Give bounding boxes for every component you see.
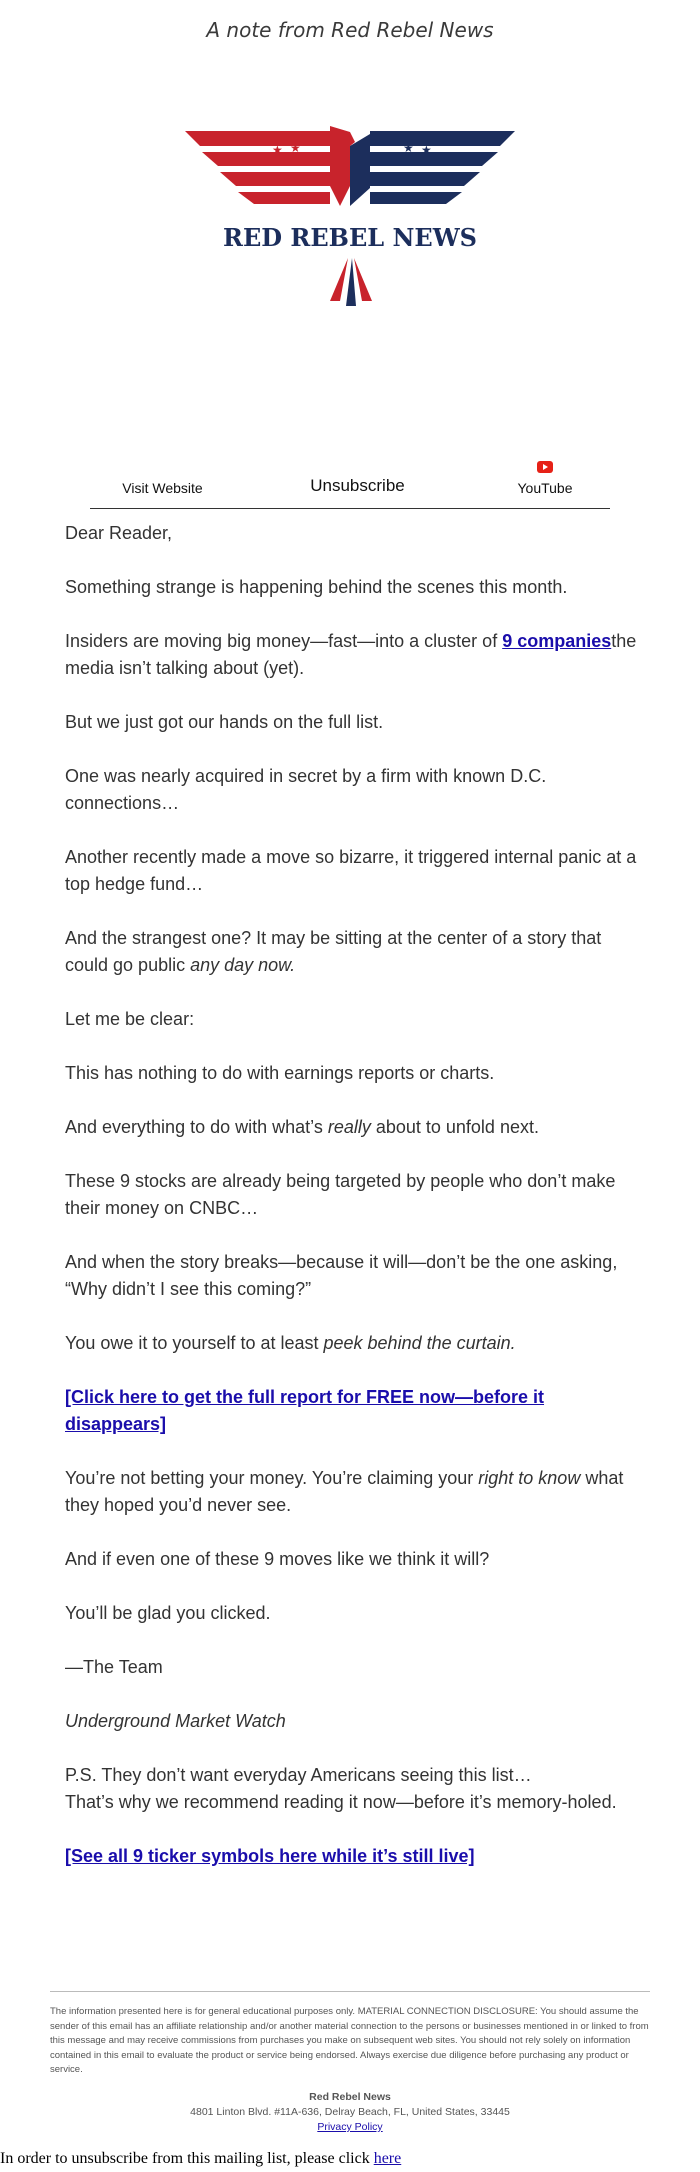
unsubscribe-link[interactable]: [285, 458, 430, 508]
paragraph-13-text-end: what they hoped you’d never see.: [65, 1468, 624, 1515]
paragraph-1: Something strange is happening behind the scenes this month.: [65, 577, 568, 597]
postscript-line-1: P.S. They don’t want everyday Americans seeing this list…: [65, 1765, 532, 1785]
paragraph-9-text: And everything to do with what’s: [65, 1117, 328, 1137]
right-wing-icon: [370, 131, 515, 204]
paragraph-12: [65, 1330, 640, 1357]
paragraph-9-text-end: about to unfold next.: [370, 1117, 539, 1137]
paragraph-11: And when the story breaks—because it will—don’t be the one asking, “Why didn’t I see this coming?”: [65, 1252, 618, 1299]
material-disclosure: The information presented here is for general educational purposes only. MATERIAL CONNECTION DISCLOSURE: You should assume the sender of this email has an affiliate relationship and/or another material connection to the persons or businesses mentioned in or linked to from this message and may receive commissions from purchases you make on subsequent web sites. You should not rely solely on information contained in this email to evaluate the product or service being endorsed. Always exercise due diligence before purchasing any product or service.: [50, 2006, 649, 2075]
logo-text: RED REBEL NEWS: [223, 223, 477, 252]
paragraph-13-text: You’re not betting your money. You’re claiming your: [65, 1468, 479, 1488]
email-body: [65, 520, 640, 1897]
paragraph-3: But we just got our hands on the full list.: [65, 712, 384, 732]
paragraph-7: Let me be clear:: [65, 1009, 195, 1029]
unsubscribe-label: Unsubscribe: [310, 476, 405, 495]
svg-text:★: ★: [403, 141, 414, 155]
tail-icon: [330, 258, 372, 306]
paragraph-4: One was nearly acquired in secret by a firm with known D.C. connections…: [65, 766, 547, 813]
paragraph-9: [65, 1114, 640, 1141]
postscript: [65, 1762, 640, 1816]
ticker-symbols-cta-link[interactable]: [See all 9 ticker symbols here while it’s still live]: [65, 1846, 475, 1866]
company-info: [0, 2090, 700, 2135]
sign-off: —The Team: [65, 1657, 163, 1677]
paragraph-13-emphasis: right to know: [478, 1468, 581, 1488]
nine-companies-link[interactable]: 9 companies: [502, 631, 612, 651]
privacy-policy-link[interactable]: Privacy Policy: [317, 2121, 383, 2133]
svg-text:★: ★: [290, 141, 301, 155]
team-signature: Underground Market Watch: [65, 1711, 286, 1731]
company-address: 4801 Linton Blvd. #11A-636, Delray Beach, FL, United States, 33445: [190, 2106, 510, 2118]
paragraph-2-text: Insiders are moving big money—fast—into a cluster of: [65, 631, 503, 651]
cta-paragraph-2: [65, 1843, 640, 1870]
visit-website-label: Visit Website: [122, 480, 203, 496]
preheader-text: A note from Red Rebel News: [206, 18, 494, 42]
full-report-cta-link[interactable]: [Click here to get the full report for FREE now—before it disappears]: [65, 1387, 545, 1434]
youtube-link[interactable]: [480, 458, 610, 508]
youtube-label: YouTube: [517, 480, 573, 496]
unsubscribe-notice: [0, 2150, 401, 2168]
svg-text:★: ★: [272, 143, 283, 157]
unsubscribe-notice-text: In order to unsubscribe from this mailing list, please click: [0, 2150, 374, 2167]
paragraph-6-text: And the strangest one? It may be sitting at the center of a story that could go public: [65, 928, 602, 975]
paragraph-8: This has nothing to do with earnings reports or charts.: [65, 1063, 495, 1083]
brand-logo[interactable]: [180, 126, 520, 306]
left-wing-icon: [185, 131, 330, 204]
footer-divider: [50, 1991, 650, 1992]
paragraph-6-emphasis: any day now.: [190, 955, 296, 975]
postscript-line-2: That’s why we recommend reading it now—before it’s memory-holed.: [65, 1792, 617, 1812]
paragraph-5: Another recently made a move so bizarre, it triggered internal panic at a top hedge fund…: [65, 847, 637, 894]
email-nav-bar: [90, 458, 610, 509]
unsubscribe-here-link[interactable]: here: [373, 2150, 402, 2167]
paragraph-6: [65, 925, 640, 979]
youtube-play-icon: [537, 460, 553, 476]
paragraph-14: And if even one of these 9 moves like we think it will?: [65, 1549, 490, 1569]
company-name: Red Rebel News: [309, 2091, 391, 2103]
paragraph-2: [65, 628, 640, 682]
paragraph-15: You’ll be glad you clicked.: [65, 1603, 271, 1623]
greeting: Dear Reader,: [65, 523, 173, 543]
paragraph-12-emphasis: peek behind the curtain.: [323, 1333, 516, 1353]
visit-website-link[interactable]: [90, 458, 235, 508]
paragraph-12-text: You owe it to yourself to at least: [65, 1333, 324, 1353]
paragraph-9-emphasis: really: [327, 1117, 371, 1137]
paragraph-2-text-end: the media isn’t talking about (yet).: [65, 631, 637, 678]
svg-text:★: ★: [421, 143, 432, 157]
paragraph-13: [65, 1465, 640, 1519]
paragraph-10: These 9 stocks are already being targeted by people who don’t make their money on CNBC…: [65, 1171, 616, 1218]
cta-paragraph-1: [65, 1384, 640, 1438]
